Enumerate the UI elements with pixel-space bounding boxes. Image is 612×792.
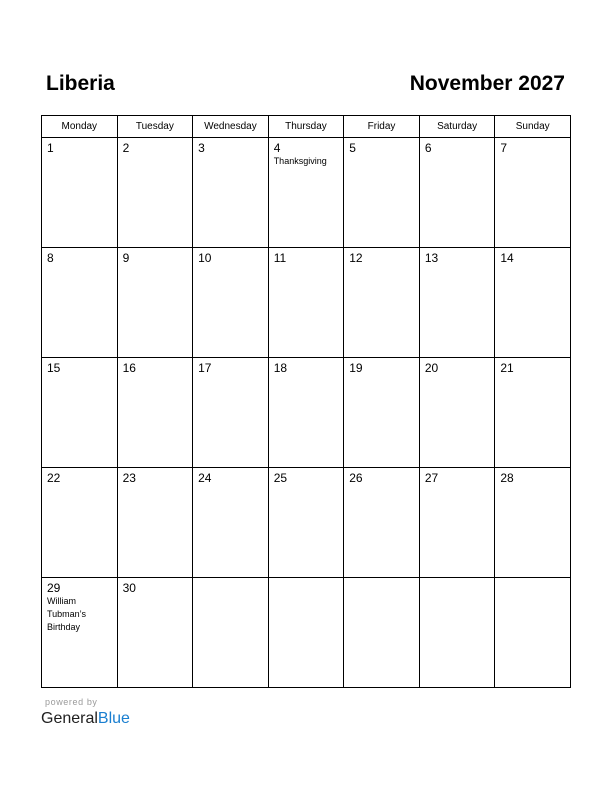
calendar-grid: [41, 115, 571, 688]
day-number: 22: [47, 471, 61, 485]
day-number: [495, 578, 570, 581]
day-cell: [268, 468, 344, 578]
week-row: [42, 248, 571, 358]
powered-by-text: powered by: [45, 697, 98, 707]
day-cell: [419, 138, 495, 248]
day-number: [193, 578, 268, 581]
day-cell: [117, 358, 193, 468]
generalblue-logo[interactable]: [41, 709, 130, 729]
country-title: Liberia: [46, 72, 115, 95]
day-cell: [495, 468, 571, 578]
week-row: [42, 578, 571, 688]
week-row: [42, 138, 571, 248]
day-cell: [42, 578, 118, 688]
weekday-header-tuesday: Tuesday: [117, 116, 193, 138]
day-number: 29: [47, 581, 61, 595]
day-cell: [344, 358, 420, 468]
day-cell: [419, 248, 495, 358]
day-number: 14: [500, 251, 514, 265]
day-number: 19: [349, 361, 363, 375]
day-cell: [419, 578, 495, 688]
day-number: [344, 578, 419, 581]
day-number: 6: [424, 141, 432, 155]
month-year-title: November 2027: [409, 72, 565, 95]
weekday-header-monday: Monday: [42, 116, 118, 138]
holiday-label: William Tubman’s Birthday: [47, 596, 87, 632]
day-cell: [268, 578, 344, 688]
day-cell: [42, 468, 118, 578]
day-number: 4: [273, 141, 281, 155]
weekday-header-friday: Friday: [344, 116, 420, 138]
day-number: 16: [122, 361, 136, 375]
day-cell: [344, 578, 420, 688]
day-number: 26: [349, 471, 363, 485]
day-number: 5: [349, 141, 356, 155]
day-cell: [495, 578, 571, 688]
day-number: 18: [273, 361, 288, 375]
day-cell: [42, 138, 118, 248]
day-cell: [193, 578, 269, 688]
footer-branding: [41, 696, 130, 729]
day-number: 13: [424, 251, 439, 265]
day-cell: [193, 138, 269, 248]
weekday-header-saturday: Saturday: [419, 116, 495, 138]
day-cell: [117, 578, 193, 688]
day-cell: [495, 248, 571, 358]
day-cell: [42, 248, 118, 358]
day-number: 10: [198, 251, 212, 265]
weekday-header-thursday: Thursday: [268, 116, 344, 138]
day-number: 28: [500, 471, 514, 485]
day-number: 24: [198, 471, 212, 485]
weekday-header-row: [42, 116, 571, 138]
day-number: 11: [273, 251, 287, 265]
day-cell: [495, 138, 571, 248]
week-row: [42, 358, 571, 468]
day-number: 20: [424, 361, 439, 375]
brand-blue-text: Blue: [97, 710, 130, 727]
day-number: [420, 578, 495, 581]
day-cell: [193, 468, 269, 578]
day-cell: [193, 358, 269, 468]
day-number: [269, 578, 344, 581]
day-number: 15: [47, 361, 61, 375]
day-cell: [344, 138, 420, 248]
weekday-header-wednesday: Wednesday: [193, 116, 269, 138]
day-cell: [344, 468, 420, 578]
holiday-label: Thanksgiving: [273, 156, 327, 166]
day-cell: [117, 468, 193, 578]
day-cell: [268, 248, 344, 358]
day-cell: [419, 468, 495, 578]
day-cell: [495, 358, 571, 468]
day-number: 12: [349, 251, 363, 265]
day-cell: [117, 138, 193, 248]
day-number: 23: [122, 471, 136, 485]
day-number: 3: [198, 141, 205, 155]
day-number: 2: [122, 141, 130, 155]
day-cell: [344, 248, 420, 358]
day-number: 7: [500, 141, 508, 155]
week-row: [42, 468, 571, 578]
day-number: 25: [273, 471, 288, 485]
day-number: 30: [122, 581, 136, 595]
brand-general-text: General: [41, 710, 98, 727]
day-number: 1: [47, 141, 54, 155]
day-cell: [42, 358, 118, 468]
day-cell: [268, 358, 344, 468]
day-cell: [193, 248, 269, 358]
day-cell: [268, 138, 344, 248]
day-cell: [117, 248, 193, 358]
weekday-header-sunday: Sunday: [495, 116, 571, 138]
day-cell: [419, 358, 495, 468]
day-number: 21: [500, 361, 514, 375]
day-number: 8: [47, 251, 54, 265]
day-number: 9: [122, 251, 130, 265]
day-number: 27: [424, 471, 439, 485]
day-number: 17: [198, 361, 212, 375]
